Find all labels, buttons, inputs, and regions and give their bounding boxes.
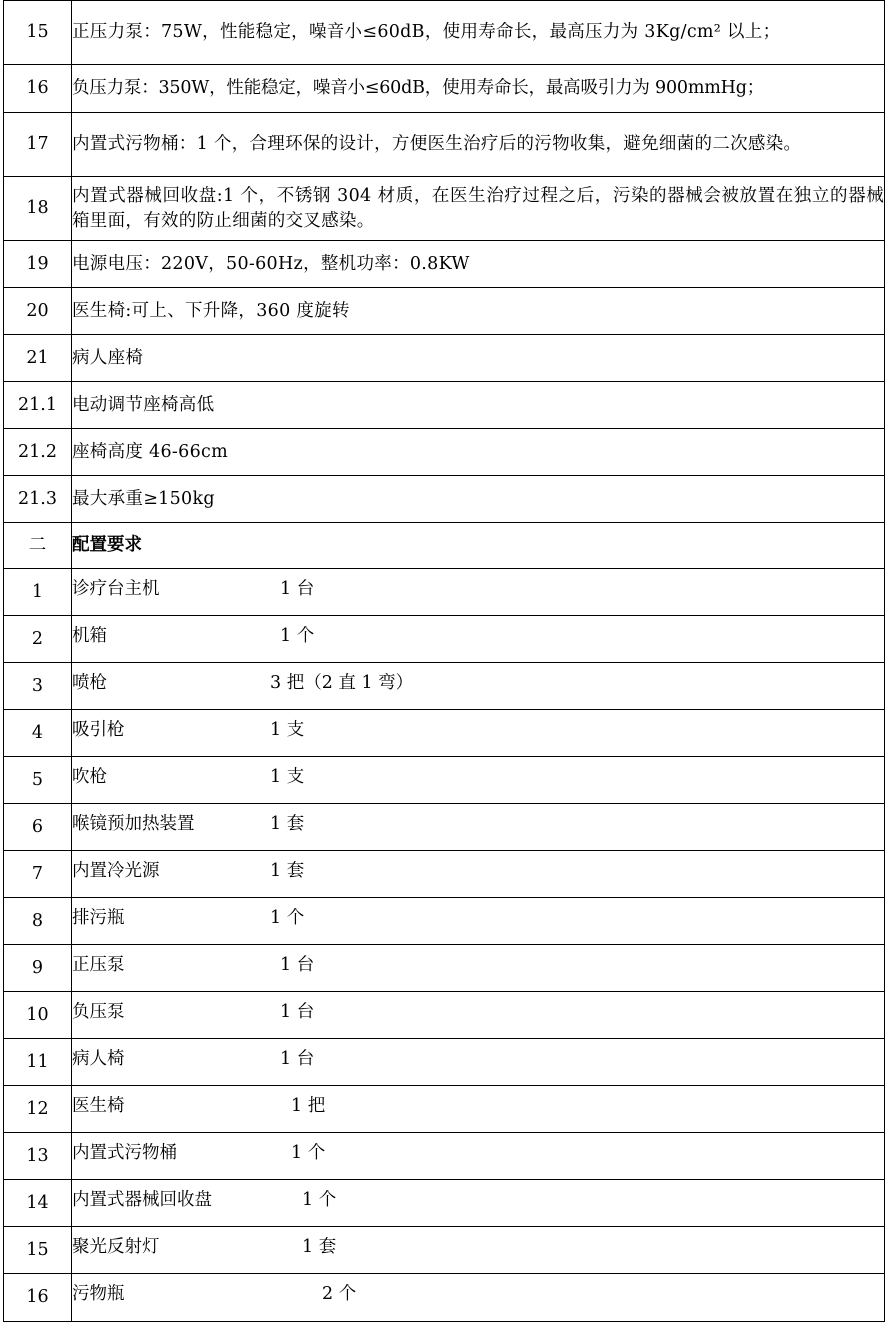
row-number: 1	[4, 569, 72, 616]
config-item-name: 排污瓶	[72, 908, 125, 928]
config-item-name: 内置式器械回收盘	[72, 1190, 212, 1210]
config-row	[4, 945, 885, 992]
config-item-name: 喷枪	[72, 673, 107, 693]
config-item-name: 正压泵	[72, 955, 125, 975]
row-description	[72, 476, 885, 523]
config-row	[4, 1227, 885, 1274]
config-item-quantity: 1 个	[280, 626, 315, 646]
config-item-quantity: 1 台	[280, 1002, 315, 1022]
row-description-text: 正压力泵：75W，性能稳定，噪音小≤60dB，使用寿命长，最高压力为 3Kg/cm² 以上；	[72, 22, 781, 42]
row-description-text: 病人座椅	[72, 347, 144, 368]
config-item-name: 诊疗台主机	[72, 579, 160, 599]
row-number: 13	[4, 1133, 72, 1180]
row-description-text: 电源电压：220V，50-60Hz，整机功率：0.8KW	[72, 253, 470, 274]
spec-row	[4, 241, 885, 288]
row-description-text: 最大承重≥150kg	[72, 488, 215, 509]
config-item-name: 吸引枪	[72, 720, 125, 740]
row-number: 7	[4, 851, 72, 898]
spec-row	[4, 335, 885, 382]
config-item-quantity: 1 个	[302, 1190, 337, 1210]
config-row	[4, 804, 885, 851]
config-item-name: 喉镜预加热装置	[72, 814, 195, 834]
row-number: 20	[4, 288, 72, 335]
row-number: 21.3	[4, 476, 72, 523]
config-item-cell	[72, 1133, 885, 1180]
config-item-name: 聚光反射灯	[72, 1237, 160, 1257]
config-item-name: 内置式污物桶	[72, 1143, 177, 1163]
config-item-cell	[72, 757, 885, 804]
row-number: 9	[4, 945, 72, 992]
config-item-cell	[72, 992, 885, 1039]
config-item-quantity: 1 把	[291, 1096, 326, 1116]
config-item-cell	[72, 710, 885, 757]
config-item-quantity: 1 套	[270, 814, 305, 834]
spec-row	[4, 476, 885, 523]
config-row	[4, 616, 885, 663]
config-item-quantity: 1 台	[280, 1049, 315, 1069]
config-item-cell	[72, 898, 885, 945]
row-number: 18	[4, 177, 72, 241]
row-number: 5	[4, 757, 72, 804]
config-row	[4, 992, 885, 1039]
row-description	[72, 1, 885, 65]
row-number: 12	[4, 1086, 72, 1133]
row-description-text: 内置式污物桶：1 个，合理环保的设计，方便医生治疗后的污物收集，避免细菌的二次感染。	[72, 134, 802, 154]
config-row	[4, 898, 885, 945]
row-description-text: 电动调节座椅高低	[72, 394, 215, 415]
row-description	[72, 177, 885, 241]
section-number: 二	[4, 523, 72, 569]
row-number: 15	[4, 1227, 72, 1274]
config-row	[4, 1039, 885, 1086]
config-row	[4, 1133, 885, 1180]
row-description	[72, 241, 885, 288]
row-number: 14	[4, 1180, 72, 1227]
spec-table-body	[4, 1, 885, 1322]
config-item-quantity: 1 支	[270, 767, 305, 787]
config-item-quantity: 3 把（2 直 1 弯）	[270, 673, 414, 693]
config-item-name: 负压泵	[72, 1002, 125, 1022]
section-title: 配置要求	[72, 535, 142, 555]
config-item-quantity: 1 支	[270, 720, 305, 740]
config-item-cell	[72, 945, 885, 992]
spec-row	[4, 288, 885, 335]
config-item-name: 机箱	[72, 626, 107, 646]
config-item-cell	[72, 1086, 885, 1133]
row-description-text: 内置式器械回收盘:1 个，不锈钢 304 材质，在医生治疗过程之后，污染的器械会被放置在独立的器械箱里面，有效的防止细菌的交叉感染。	[72, 185, 884, 231]
row-description	[72, 335, 885, 382]
config-item-quantity: 1 台	[280, 955, 315, 975]
config-item-quantity: 1 套	[302, 1237, 337, 1257]
spec-row	[4, 1, 885, 65]
config-row	[4, 1274, 885, 1322]
config-item-cell	[72, 663, 885, 710]
row-number: 19	[4, 241, 72, 288]
row-description-text: 座椅高度 46-66cm	[72, 441, 229, 462]
row-description	[72, 65, 885, 113]
config-row	[4, 710, 885, 757]
row-number: 16	[4, 65, 72, 113]
config-row	[4, 1086, 885, 1133]
row-description	[72, 288, 885, 335]
row-number: 21.2	[4, 429, 72, 476]
config-item-cell	[72, 1039, 885, 1086]
section-header-row	[4, 523, 885, 569]
row-number: 10	[4, 992, 72, 1039]
row-number: 21.1	[4, 382, 72, 429]
row-number: 17	[4, 113, 72, 177]
spec-row	[4, 65, 885, 113]
spec-row	[4, 113, 885, 177]
config-item-cell	[72, 1227, 885, 1274]
row-description	[72, 113, 885, 177]
config-row	[4, 569, 885, 616]
config-item-quantity: 1 套	[270, 861, 305, 881]
config-item-cell	[72, 1274, 885, 1322]
config-item-name: 吹枪	[72, 767, 107, 787]
config-row	[4, 851, 885, 898]
config-row	[4, 663, 885, 710]
config-item-name: 污物瓶	[72, 1284, 125, 1304]
row-number: 3	[4, 663, 72, 710]
row-description-text: 医生椅:可上、下升降，360 度旋转	[72, 300, 350, 321]
config-item-name: 内置冷光源	[72, 861, 160, 881]
config-item-quantity: 1 个	[291, 1143, 326, 1163]
config-item-cell	[72, 616, 885, 663]
config-item-cell	[72, 804, 885, 851]
row-number: 2	[4, 616, 72, 663]
config-item-cell	[72, 1180, 885, 1227]
config-item-name: 医生椅	[72, 1096, 125, 1116]
row-number: 21	[4, 335, 72, 382]
config-item-name: 病人椅	[72, 1049, 125, 1069]
row-number: 15	[4, 1, 72, 65]
config-row	[4, 1180, 885, 1227]
row-number: 8	[4, 898, 72, 945]
row-description-text: 负压力泵：350W，性能稳定，噪音小≤60dB，使用寿命长，最高吸引力为 900mmHg；	[72, 78, 764, 98]
config-row	[4, 757, 885, 804]
section-title-cell	[72, 523, 885, 569]
row-number: 11	[4, 1039, 72, 1086]
config-item-quantity: 2 个	[322, 1284, 357, 1304]
config-item-cell	[72, 569, 885, 616]
row-description	[72, 429, 885, 476]
row-number: 4	[4, 710, 72, 757]
row-number: 6	[4, 804, 72, 851]
spec-row	[4, 382, 885, 429]
row-description	[72, 382, 885, 429]
spec-row	[4, 429, 885, 476]
config-item-quantity: 1 个	[270, 908, 305, 928]
config-item-cell	[72, 851, 885, 898]
config-item-quantity: 1 台	[280, 579, 315, 599]
spec-row	[4, 177, 885, 241]
row-number: 16	[4, 1274, 72, 1322]
spec-table	[3, 0, 885, 1322]
